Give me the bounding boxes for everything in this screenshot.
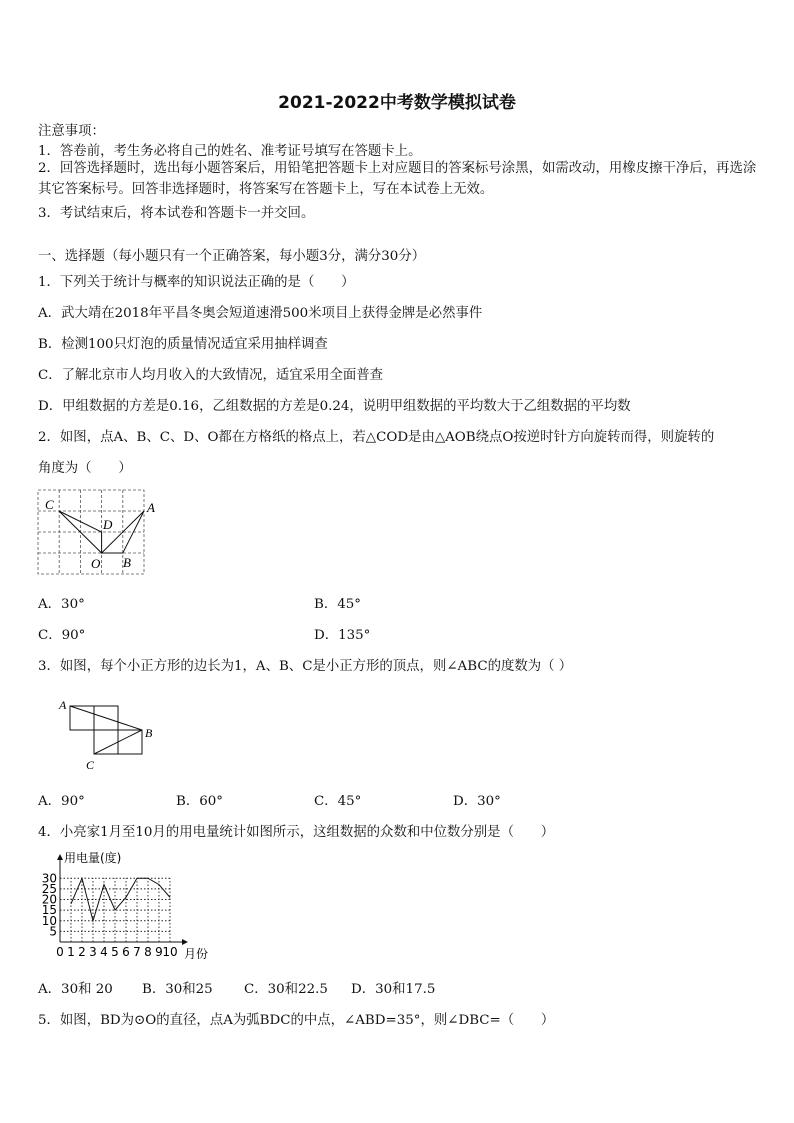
q3-option-d: D．30° [453,794,501,809]
chart-y-tick-label: 10 [41,913,57,928]
note-1: 1．答卷前，考生务必将自己的姓名、准考证号填写在答题卡上。 [38,144,422,159]
chart-y-arrow [57,854,63,860]
q2-label-c: C [45,497,54,512]
q1-option-c: C．了解北京市人均月收入的大致情况，适宜采用全面普查 [38,368,384,383]
q2-option-c: C．90° [38,628,86,643]
chart-x-tick-label: 9 [155,945,163,959]
note-3: 3．考试结束后，将本试卷和答题卡一并交回。 [38,206,315,221]
q3-squares [70,706,142,754]
q3-option-c: C．45° [314,794,362,809]
q3-stem: 3．如图，每个小正方形的边长为1，A、B、C是小正方形的顶点，则∠ABC的度数为（ ） [38,659,573,674]
q1-option-d: D．甲组数据的方差是0.16，乙组数据的方差是0.24，说明甲组数据的平均数大于乙组数据的平均数 [38,399,631,414]
q2-label-a: A [147,500,155,515]
q4-option-a: A．30和 20 [38,982,113,997]
q2-option-a: A．30° [38,597,85,612]
q2-option-d: D．135° [314,628,371,643]
chart-x-arrow [182,939,188,945]
chart-x-tick-label: 3 [89,945,97,959]
q4-option-b: B．30和25 [142,982,213,997]
q4-option-d: D．30和17.5 [351,982,436,997]
chart-y-tick-label: 15 [41,903,57,918]
q2-label-d: D [103,517,113,532]
chart-x-tick-label: 6 [122,945,130,959]
chart-x-tick-label: 1 [67,945,75,959]
q2-label-b: B [123,555,131,570]
chart-axes [57,854,188,945]
q1-option-b: B．检测100只灯泡的质量情况适宜采用抽样调查 [38,337,328,352]
chart-y-tick-label: 5 [49,924,57,939]
q4-stem: 4．小亮家1月至10月的用电量统计如图所示，这组数据的众数和中位数分别是（ ） [38,825,555,840]
q3-figure [56,696,166,776]
chart-x-tick-label: 0 [56,945,64,959]
chart-y-tick-label: 25 [41,881,57,896]
q3-label-b: B [145,726,153,740]
note-2: 2．回答选择题时，选出每小题答案后，用铅笔把答题卡上对应题目的答案标号涂黑，如需改动，用橡皮擦干净后，再选涂其它答案标号。回答非选择题时，将答案写在答题卡上，写在本试卷上无效。 [38,161,757,197]
chart-x-tick-label: 4 [100,945,108,959]
chart-y-label: 用电量(度) [64,851,122,865]
q5-stem: 5．如图，BD为⊙O的直径，点A为弧BDC的中点，∠ABD=35°，则∠DBC=（ ） [38,1013,555,1028]
chart-y-tick-label: 20 [41,892,57,907]
q2-label-o: O [91,556,101,571]
q3-label-a: A [59,698,67,712]
chart-y-tick-label: 30 [41,871,57,886]
chart-x-tick-label: 5 [111,945,119,959]
q4-option-c: C．30和22.5 [244,982,328,997]
section-heading: 一、选择题（每小题只有一个正确答案，每小题3分，满分30分） [38,249,426,264]
chart-x-tick-label: 2 [78,945,86,959]
q3-option-a: A．90° [38,794,85,809]
q4-chart [36,848,216,966]
q2-option-b: B．45° [314,597,361,612]
page-title: 2021-2022中考数学模拟试卷 [278,93,516,113]
q3-option-b: B．60° [176,794,223,809]
q2-stem-line2: 角度为（ ） [38,461,132,476]
chart-x-tick-label: 7 [133,945,141,959]
chart-x-label: 月份 [184,947,209,961]
q2-figure [36,488,166,580]
q1-option-a: A．武大靖在2018年平昌冬奥会短道速滑500米项目上获得金牌是必然事件 [38,306,483,321]
q2-stem-line1: 2．如图，点A、B、C、D、O都在方格纸的格点上，若△COD是由△AOB绕点O按逆时针方向旋转而得，则旋转的 [38,430,715,445]
chart-x-tick-label: 10 [162,945,178,959]
notes-heading: 注意事项： [38,124,105,139]
q1-stem: 1．下列关于统计与概率的知识说法正确的是（ ） [38,275,355,290]
chart-x-tick-label: 8 [144,945,152,959]
chart-tick-labels [42,871,178,959]
q3-label-c: C [86,758,95,772]
